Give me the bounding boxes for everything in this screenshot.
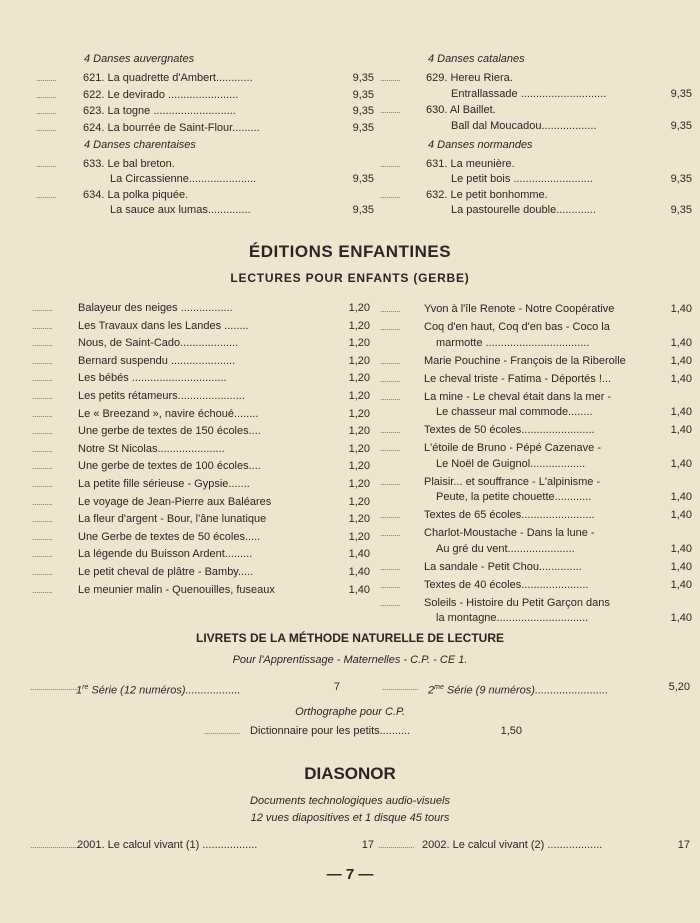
item-price: 1,40: [670, 491, 692, 503]
dictionnaire-text: Dictionnaire pour les petits..........: [250, 725, 411, 737]
serie2-number: 2: [428, 684, 435, 697]
item-price: 1,20: [348, 302, 370, 314]
list-item: [380, 157, 700, 187]
serie1-price: 7: [333, 681, 340, 693]
item-text: Notre St Nicolas......................: [78, 442, 225, 455]
item-text: La fleur d'argent - Bour, l'âne lunatique: [78, 513, 267, 526]
item-text-continued: la montagne..............................: [436, 612, 589, 624]
leader-dots: ..........: [32, 461, 53, 472]
serie2-sup: me: [434, 684, 444, 691]
item-text: Une gerbe de textes de 150 écoles....: [78, 425, 261, 438]
item-text: Le petit cheval de plâtre - Bamby.....: [78, 566, 254, 578]
item-price: 1,20: [348, 530, 370, 543]
leader-dots: ..........: [32, 303, 53, 313]
list-item: [380, 596, 700, 627]
livrets-subtitle: Pour l'Apprentissage - Maternelles - C.P. - CE 1.: [232, 654, 468, 666]
item-price: 9,35: [670, 204, 692, 216]
leader-dots: ..........: [32, 426, 53, 437]
item-text: Textes de 65 écoles........................: [424, 509, 595, 521]
item-text: 621. La quadrette d'Ambert............: [83, 72, 253, 84]
item-text: La petite fille sérieuse - Gypsie.......: [78, 478, 250, 490]
leader-dots: ..........: [32, 549, 53, 560]
item-price: 1,40: [670, 303, 692, 315]
orthographe-title: Orthographe pour C.P.: [295, 706, 405, 718]
item-text-continued: La Circassienne......................: [110, 173, 257, 185]
leader-dots: ..........: [32, 584, 53, 595]
item-text-continued: Le petit bois ..........................: [451, 173, 593, 185]
item-price: 9,35: [670, 173, 692, 185]
item-text: La légende du Buisson Ardent.........: [78, 548, 253, 561]
leader-dots: ..........: [32, 373, 53, 384]
item-text: Les bébés ...............................: [78, 372, 227, 385]
leader-dots: ..........: [380, 443, 401, 453]
leader-dots: ..........: [32, 320, 53, 331]
calcul-1-price: 17: [361, 839, 374, 851]
item-price: 1,40: [670, 457, 692, 470]
item-price: 1,40: [670, 509, 692, 521]
item-price: 1,20: [348, 460, 370, 473]
section-title-normandes: 4 Danses normandes: [428, 139, 533, 151]
list-item: [380, 423, 700, 439]
leader-dots: ..........: [36, 190, 57, 200]
list-item: [380, 526, 700, 557]
list-item: [380, 188, 700, 218]
leader-dots: ..........: [380, 373, 401, 384]
leader-dots: ..................: [382, 682, 419, 692]
item-text: Le « Breezand », navire échoué........: [78, 407, 259, 420]
page-number: — 7 —: [326, 866, 374, 883]
item-price: 1,20: [348, 372, 370, 385]
item-price: 1,20: [348, 337, 370, 350]
item-text: Coq d'en haut, Coq d'en bas - Coco la: [424, 321, 610, 333]
livrets-title: LIVRETS DE LA MÉTHODE NATURELLE DE LECTURE: [195, 631, 504, 645]
list-item: [380, 320, 700, 351]
leader-dots: ..........: [32, 338, 53, 349]
leader-dots: ..........: [32, 531, 53, 542]
leader-dots: ..........: [32, 496, 53, 507]
leader-dots: ..........: [32, 479, 53, 489]
leader-dots: ..........: [380, 510, 401, 520]
item-text-continued: marmotte ..................................: [436, 336, 590, 349]
item-text: Yvon à l'île Renote - Notre Coopérative: [424, 303, 615, 315]
leader-dots: ..........: [36, 106, 57, 116]
item-price: 1,40: [670, 612, 692, 624]
leader-dots: ..................: [378, 840, 415, 850]
item-price: 1,40: [670, 578, 692, 591]
item-text: Textes de 50 écoles........................: [424, 424, 595, 436]
list-item: [36, 188, 384, 218]
list-item: [380, 390, 700, 421]
list-item: [380, 372, 700, 388]
leader-dots: ..........: [32, 408, 53, 419]
item-text: 622. Le devirado .......................: [83, 88, 239, 101]
item-price: 1,20: [348, 513, 370, 526]
item-text-continued: Ball dal Moucadou..................: [451, 119, 597, 132]
leader-dots: ..........: [32, 514, 53, 525]
leader-dots: ..........: [380, 579, 401, 590]
serie1-text: Série (12 numéros)..................: [88, 684, 241, 697]
item-text: 623. La togne ...........................: [83, 105, 236, 117]
item-text: Les petits rétameurs......................: [78, 390, 245, 402]
item-text: Nous, de Saint-Cado...................: [78, 337, 239, 350]
item-price: 1,40: [670, 336, 692, 349]
item-text: L'étoile de Bruno - Pépé Cazenave -: [424, 442, 601, 454]
leader-dots: ..........: [380, 528, 401, 538]
item-text: La sandale - Petit Chou..............: [424, 560, 582, 573]
leader-dots: ..........: [380, 355, 401, 366]
diasonor-line2: 12 vues diapositives et 1 disque 45 tours: [250, 812, 450, 824]
item-price: 1,40: [670, 560, 692, 573]
editions-subtitle: LECTURES POUR ENFANTS (GERBE): [230, 271, 470, 285]
leader-dots: ..........: [380, 105, 401, 115]
leader-dots: ..........: [380, 391, 401, 402]
item-text: 624. La bourrée de Saint-Flour.........: [83, 121, 260, 134]
item-price: 1,20: [348, 478, 370, 490]
leader-dots: ..........: [32, 567, 53, 577]
leader-dots: ..........: [36, 73, 57, 83]
item-price: 1,20: [348, 319, 370, 332]
item-text: Plaisir... et souffrance - L'alpinisme -: [424, 475, 601, 488]
item-text-continued: Au gré du vent......................: [436, 542, 575, 555]
item-price: 1,20: [348, 425, 370, 438]
leader-dots: ..........: [36, 122, 57, 133]
leader-dots: ..........: [380, 73, 401, 83]
leader-dots: ..........: [380, 322, 401, 332]
leader-dots: ..........: [380, 425, 401, 435]
item-price: 9,35: [670, 87, 692, 100]
item-price: 1,40: [670, 354, 692, 367]
leader-dots: ..........: [36, 89, 57, 100]
list-item: [380, 354, 700, 370]
item-price: 9,35: [352, 105, 374, 117]
list-item: [380, 441, 700, 472]
dictionnaire-price: 1,50: [500, 725, 522, 737]
item-text: Charlot-Moustache - Dans la lune -: [424, 527, 595, 539]
item-text-continued: La sauce aux lumas..............: [110, 204, 251, 216]
leader-dots: ..........: [380, 561, 401, 572]
list-item: [380, 475, 700, 506]
leader-dots: ..........: [380, 304, 401, 314]
item-price: 9,35: [670, 119, 692, 132]
item-price: 1,40: [348, 583, 370, 596]
item-text-continued: Le chasseur mal commode........: [436, 406, 593, 418]
item-price: 9,35: [352, 173, 374, 185]
item-text: 633. Le bal breton.: [83, 158, 175, 170]
serie1-number: 1: [76, 684, 83, 697]
calcul-2-price: 17: [677, 839, 690, 851]
item-text: Le cheval triste - Fatima - Déportés !...: [424, 372, 612, 385]
serie1-sup: re: [82, 684, 89, 691]
item-price: 1,20: [348, 495, 370, 508]
leader-dots: ..........: [380, 597, 401, 608]
item-price: 1,20: [348, 407, 370, 420]
item-price: 1,40: [348, 548, 370, 561]
item-text: La mine - Le cheval était dans la mer -: [424, 390, 612, 403]
list-item: [380, 103, 700, 134]
item-price: 1,40: [670, 372, 692, 385]
item-text: Le meunier malin - Quenouilles, fuseaux: [78, 583, 275, 596]
leader-dots: ..........: [380, 159, 401, 169]
item-price: 1,40: [670, 424, 692, 436]
item-text: 634. La polka piquée.: [83, 189, 189, 201]
item-text: Le voyage de Jean-Pierre aux Baléares: [78, 495, 272, 508]
item-text: Bernard suspendu .....................: [78, 354, 236, 367]
calcul-2-text: 2002. Le calcul vivant (2) ..................: [422, 839, 603, 851]
item-price: 1,40: [670, 406, 692, 418]
item-text: 632. Le petit bonhomme.: [426, 189, 548, 201]
item-text: Une gerbe de textes de 100 écoles....: [78, 460, 261, 473]
leader-dots: ..........: [36, 159, 57, 169]
item-text: Marie Pouchine - François de la Riberolle: [424, 354, 626, 367]
list-item: [380, 302, 700, 318]
leader-dots: ..........: [32, 391, 53, 401]
list-item: [380, 560, 700, 576]
item-text: Une Gerbe de textes de 50 écoles.....: [78, 530, 261, 543]
leader-dots: ..........: [380, 476, 401, 487]
item-price: 1,20: [348, 390, 370, 402]
diasonor-line1: Documents technologiques audio-visuels: [250, 795, 450, 807]
leader-dots: ..........: [32, 443, 53, 454]
item-price: 9,35: [352, 204, 374, 216]
section-title-charentaises: 4 Danses charentaises: [84, 139, 196, 151]
item-text: Balayeur des neiges .................: [78, 302, 233, 314]
item-text-continued: Le Noël de Guignol..................: [436, 457, 586, 470]
list-item: [36, 157, 384, 187]
serie2-price: 5,20: [668, 681, 690, 693]
diasonor-title: DIASONOR: [304, 764, 396, 783]
serie2-text: Série (9 numéros)........................: [443, 684, 609, 697]
item-text: Soleils - Histoire du Petit Garçon dans: [424, 596, 610, 609]
leader-dots: ..........: [32, 355, 53, 366]
list-item: [380, 578, 700, 594]
item-price: 9,35: [352, 121, 374, 134]
item-price: 9,35: [352, 88, 374, 101]
item-text-continued: Entrallassade ............................: [451, 87, 607, 100]
item-price: 9,35: [352, 72, 374, 84]
editions-title: ÉDITIONS ENFANTINES: [248, 242, 452, 261]
item-text-continued: La pastourelle double.............: [451, 204, 596, 216]
list-item: [380, 508, 700, 524]
item-text: 631. La meunière.: [426, 158, 515, 170]
leader-dots: ..................: [204, 726, 241, 736]
item-text: 629. Hereu Riera.: [426, 72, 513, 84]
item-price: 1,40: [348, 566, 370, 578]
leader-dots: ........................: [30, 682, 79, 692]
item-price: 1,20: [348, 354, 370, 367]
item-text-continued: Peute, la petite chouette............: [436, 491, 592, 503]
section-title-auvergnates: 4 Danses auvergnates: [84, 53, 195, 65]
list-item: [380, 71, 700, 102]
item-text: Textes de 40 écoles......................: [424, 578, 589, 591]
item-text: Les Travaux dans les Landes ........: [78, 319, 249, 332]
leader-dots: ..........: [380, 190, 401, 200]
item-price: 1,20: [348, 442, 370, 455]
item-price: 1,40: [670, 542, 692, 555]
calcul-1-text: 2001. Le calcul vivant (1) ..................: [77, 839, 258, 851]
item-text: 630. Al Baillet.: [426, 104, 496, 116]
section-title-catalanes: 4 Danses catalanes: [428, 53, 525, 65]
leader-dots: ........................: [30, 840, 79, 850]
